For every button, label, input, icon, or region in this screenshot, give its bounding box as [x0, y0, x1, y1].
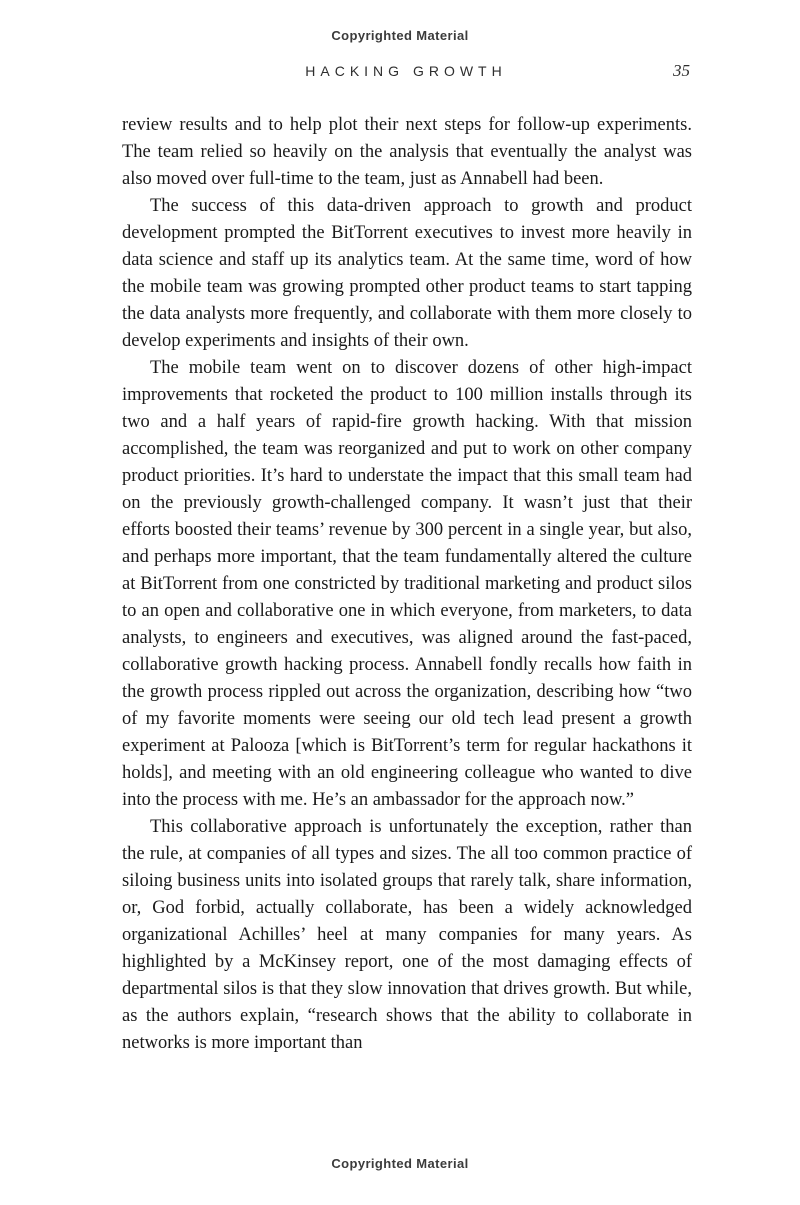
paragraph: The mobile team went on to discover dozens of other high-impact improvements that rocketed the product to 100 million installs through its two and a half years of rapid-fire growth hacking. With that mission accomplished, the team was reorganized and put to work on other company product priorities. It’s hard to understate the impact that this small team had on the previously growth-challenged company. It wasn’t just that their efforts boosted their teams’ revenue by 300 percent in a single year, but also, and perhaps more important, that the team fundamentally altered the culture at BitTorrent from one constricted by traditional marketing and product silos to an open and collaborative one in which everyone, from marketers, to data analysts, to engineers and executives, was aligned around the fast-paced, collaborative growth hacking process. Annabell fondly recalls how faith in the growth process rippled out across the organization, describing how “two of my favorite moments were seeing our old tech lead present a growth experiment at Palooza [which is BitTorrent’s term for regular hackathons it holds], and meeting with an old engineering colleague who wanted to dive into the process with me. He’s an ambassador for the approach now.”: [122, 358, 692, 810]
paragraph: This collaborative approach is unfortunately the exception, rather than the rule, at companies of all types and sizes. The all too common practice of siloing business units into isolated groups that rarely talk, share information, or, God forbid, actually collaborate, has been a widely acknowledged organizational Achilles’ heel at many companies for many years. As highlighted by a McKinsey report, one of the most damaging effects of departmental silos is that they slow innovation that drives growth. But while, as the authors explain, “research shows that the ability to collaborate in networks is more important than: [122, 817, 692, 1053]
page-header: [122, 63, 690, 87]
running-head-title: HACKING GROWTH: [305, 63, 507, 79]
copyright-notice-bottom: Copyrighted Material: [331, 1156, 469, 1171]
copyright-notice-top: Copyrighted Material: [331, 28, 469, 43]
paragraph: The success of this data-driven approach to growth and product development prompted the BitTorrent executives to invest more heavily in data science and staff up its analytics team. At the same time, word of how the mobile team was growing prompted other product teams to start tapping the data analysts more frequently, and collaborate with them more closely to develop experiments and insights of their own.: [122, 196, 692, 351]
page-number: 35: [673, 61, 690, 80]
paragraph: review results and to help plot their next steps for follow-up experiments. The team relied so heavily on the analysis that eventually the analyst was also moved over full-time to the team, just as Annabell had been.: [122, 115, 692, 189]
body-text: [122, 112, 692, 1057]
